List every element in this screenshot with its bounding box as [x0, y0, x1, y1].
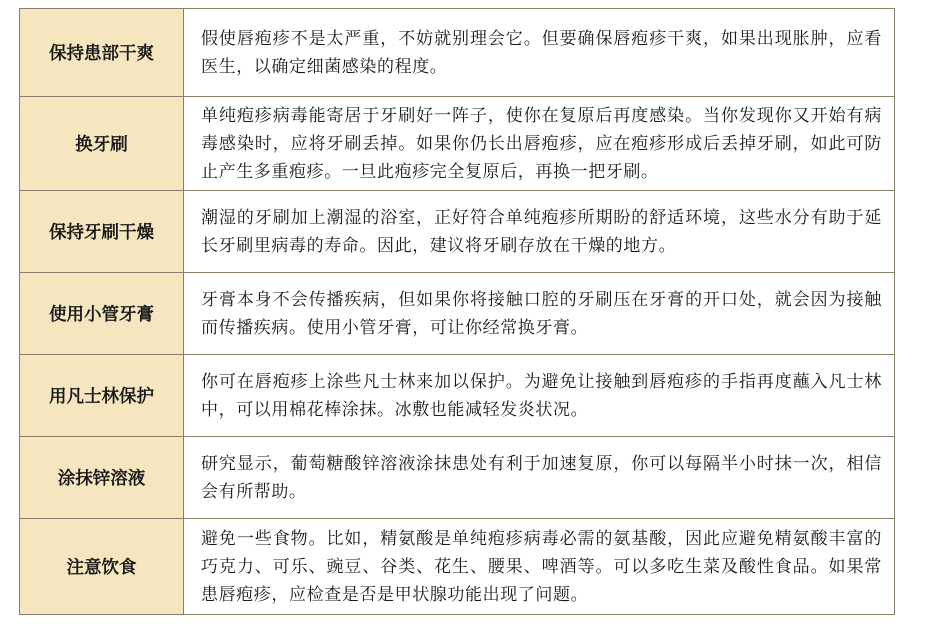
table-row [20, 437, 895, 519]
row-title: 保持患部干爽 [20, 9, 184, 97]
row-text: 你可在唇疱疹上涂些凡士林来加以保护。为避免让接触到唇疱疹的手指再度蘸入凡士林中，可以用棉花棒涂抹。冰敷也能减轻发炎状况。 [184, 355, 895, 437]
table-row [20, 9, 895, 97]
row-title: 用凡士林保护 [20, 355, 184, 437]
row-text: 单纯疱疹病毒能寄居于牙刷好一阵子，使你在复原后再度感染。当你发现你又开始有病毒感染时，应将牙刷丢掉。如果你仍长出唇疱疹，应在疱疹形成后丢掉牙刷，如此可防止产生多重疱疹。一旦此疱疹完全复原后，再换一把牙刷。 [184, 97, 895, 191]
row-text: 避免一些食物。比如，精氨酸是单纯疱疹病毒必需的氨基酸，因此应避免精氨酸丰富的巧克力、可乐、豌豆、谷类、花生、腰果、啤酒等。可以多吃生菜及酸性食品。如果常患唇疱疹，应检查是否是甲状腺功能出现了问题。 [184, 519, 895, 615]
cold-sore-tips-table [19, 8, 895, 615]
row-text: 牙膏本身不会传播疾病，但如果你将接触口腔的牙刷压在牙膏的开口处，就会因为接触而传播疾病。使用小管牙膏，可让你经常换牙膏。 [184, 273, 895, 355]
table-row [20, 191, 895, 273]
row-title: 注意饮食 [20, 519, 184, 615]
row-text: 潮湿的牙刷加上潮湿的浴室，正好符合单纯疱疹所期盼的舒适环境，这些水分有助于延长牙刷里病毒的寿命。因此，建议将牙刷存放在干燥的地方。 [184, 191, 895, 273]
row-title: 涂抹锌溶液 [20, 437, 184, 519]
table-row [20, 273, 895, 355]
table-row [20, 355, 895, 437]
row-title: 换牙刷 [20, 97, 184, 191]
row-title: 保持牙刷干燥 [20, 191, 184, 273]
row-title: 使用小管牙膏 [20, 273, 184, 355]
row-text: 研究显示，葡萄糖酸锌溶液涂抹患处有利于加速复原，你可以每隔半小时抹一次，相信会有所帮助。 [184, 437, 895, 519]
table-row [20, 519, 895, 615]
row-text: 假使唇疱疹不是太严重，不妨就别理会它。但要确保唇疱疹干爽，如果出现胀肿，应看医生，以确定细菌感染的程度。 [184, 9, 895, 97]
table-row [20, 97, 895, 191]
